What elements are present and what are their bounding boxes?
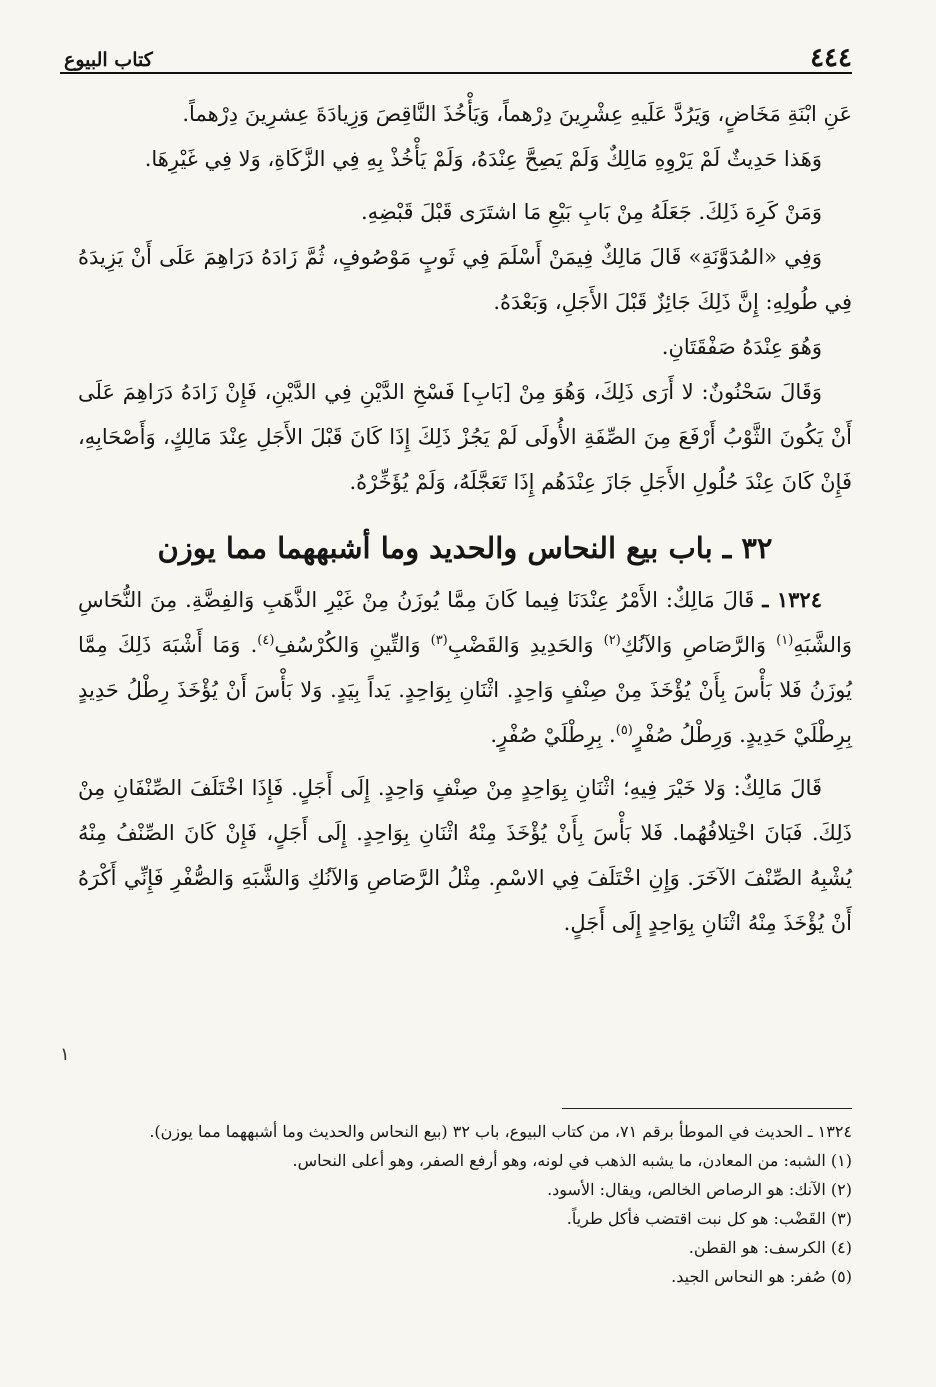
page-number: ٤٤٤ [810, 43, 852, 73]
footnote-ref-5[interactable]: (٥) [615, 723, 633, 738]
footnote-ref-4[interactable]: (٤) [257, 633, 275, 648]
footnote-ref-1[interactable]: (١) [776, 633, 794, 648]
main-text [78, 92, 852, 946]
paragraph-4: وَفِي «المُدَوَّنَةِ» قَالَ مَالِكٌ فِيمَنْ أَسْلَمَ فِي ثَوبٍ مَوْصُوفٍ، ثُمَّ زَادَهُ دَرَاهِمَ عَلَى أَنْ يَزِيدَهُ فِي طُولِهِ: إِنَّ ذَلِكَ جَائِزٌ قَبْلَ الأَجَلِ، وَبَعْدَهُ. [78, 245, 852, 314]
hadith-text-6: . بِرِطْلَيْ صُفْرٍ. [490, 723, 616, 747]
footnote-4: (٤) الكرسف: هو القطن. [688, 1238, 852, 1257]
book-title: كتاب البيوع [64, 49, 153, 71]
hadith-text-2: وَالرَّصَاصِ وَالآنُكِ [620, 633, 777, 657]
hadith-text-1: قَالَ مَالِكٌ: الأَمْرُ عِنْدَنَا فِيما كَانَ مِمَّا يُوزَنُ مِنْ غَيْرِ الذَّهَبِ وَالفِضَّةِ. مِنَ النُّحَاسِ وَالشَّبَهِ [78, 588, 853, 657]
hadith-number: ١٣٢٤ ـ [762, 587, 822, 612]
footnote-source: ١٣٢٤ ـ الحديث في الموطأ برقم ٧١، من كتاب البيوع، باب ٣٢ (بيع النحاس والحديث وما أشبههما مما يوزن). [149, 1122, 852, 1141]
edge-mark: ١ [60, 1044, 70, 1065]
paragraph-6: وَقَالَ سَحْنُونٌ: لا أَرَى ذَلِكَ، وَهُوَ مِنْ [بَابِ] فَسْخِ الدَّيْنِ فِي الدَّيْنِ، فَإِنْ زَادَهُ دَرَاهِمَ عَلَى أَنْ يَكُونَ الثَّوْبُ أَرْفَعَ مِنَ الصِّفَةِ الأُولَى لَمْ يَجُزْ ذَلِكَ إِذَا كَانَ قَبْلَ الأَجَلِ عِنْدَ مَالِكٍ، وَأَصْحَابِهِ، فَإِنْ كَانَ عِنْدَ حُلُولِ الأَجَلِ جَازَ عِنْدَهُم إِذَا تَعَجَّلَهُ، وَلَمْ يُؤَخِّرْهُ. [78, 380, 852, 494]
chapter-title: ٣٢ ـ باب بيع النحاس والحديد وما أشبههما مما يوزن [157, 531, 773, 565]
hadith-text-4: وَالتِّينِ وَالكُرْسُفِ [274, 633, 431, 657]
footnote-1: (١) الشبه: من المعادن، ما يشبه الذهب في لونه، وهو أرفع الصفر، وهو أعلى النحاس. [292, 1151, 852, 1170]
footnotes-section [78, 1108, 852, 1291]
footnote-ref-3[interactable]: (٣) [430, 633, 448, 648]
paragraph-3: وَمَنْ كَرِهَ ذَلِكَ. جَعَلَهُ مِنْ بَابِ بَيْعِ مَا اشتَرَى قَبْلَ قَبْضِهِ. [360, 200, 822, 224]
footnote-ref-2[interactable]: (٢) [603, 633, 621, 648]
hadith-text-3: وَالحَدِيدِ وَالقَضْبِ [447, 633, 604, 657]
footnote-2: (٢) الآنك: هو الرصاص الخالص، ويقال: الأسود. [547, 1180, 852, 1199]
final-paragraph: قَالَ مَالِكٌ: وَلا خَيْرَ فِيهِ؛ اثْنَانِ بِوَاحِدٍ مِنْ صِنْفٍ وَاحِدٍ. إِلَى أَجَلٍ. فَإِذَا اخْتَلَفَ الصِّنْفَانِ مِنْ ذَلِكَ. فَبَانَ اخْتِلافُهُما. فَلا بَأْسَ بِأَنْ يُؤْخَذَ مِنْهُ اثْنَانِ بِوَاحِدٍ. إِلَى أَجَلٍ، فَإِنْ كَانَ الصِّنْفُ مِنْهُ يُشْبِهُ الصِّنْفَ الآخَرَ. وَإِنِ اخْتَلَفَ فِي الاسْمِ. مِثْلُ الرَّصَاصِ وَالآنُكِ وَالشَّبَهِ وَالصُّفْرِ فَإِنِّي أَكْرَهُ أَنْ يُؤْخَذَ مِنْهُ اثْنَانِ بِوَاحِدٍ إِلَى أَجَلٍ. [78, 776, 852, 935]
hadith-text-5: . وَمَا أَشْبَهَ ذَلِكَ مِمَّا يُوزَنُ فَلا بَأْسَ بِأَنْ يُؤْخَذَ مِنْ صِنْفٍ وَاحِدٍ. اثْنَانِ بِوَاحِدٍ. يَداً بِيَدٍ. وَلا بَأْسَ أَنْ يُؤْخَذَ رِطْلُ حَدِيدٍ بِرِطْلَيْ حَدِيدٍ. وَرِطْلُ صُفْرٍ [78, 633, 852, 747]
paragraph-5: وَهُوَ عِنْدَهُ صَفْقَتَانِ. [661, 335, 822, 359]
hadith-paragraph [78, 577, 852, 758]
footnote-3: (٣) القَضْب: هو كل نبت اقتضب فأكل طرياً. [566, 1209, 852, 1228]
paragraph-2: وَهَذا حَدِيثٌ لَمْ يَرْوِهِ مَالِكٌ وَلَمْ يَصِحَّ عِنْدَهُ، وَلَمْ يَأْخُذْ بِهِ فِي الزَّكَاةِ، وَلا فِي غَيْرِهَا. [144, 147, 822, 171]
running-header [60, 38, 852, 74]
footnote-divider [562, 1108, 852, 1109]
paragraph-1: عَنِ ابْنَةِ مَخَاضٍ، وَيَرُدَّ عَلَيهِ عِشْرِينَ دِرْهماً، وَيَأْخُذَ النَّاقِصَ وَزِيادَةَ عِشرِينَ دِرْهماً. [182, 102, 852, 126]
footnote-5: (٥) صُفر: هو النحاس الجيد. [671, 1267, 852, 1286]
